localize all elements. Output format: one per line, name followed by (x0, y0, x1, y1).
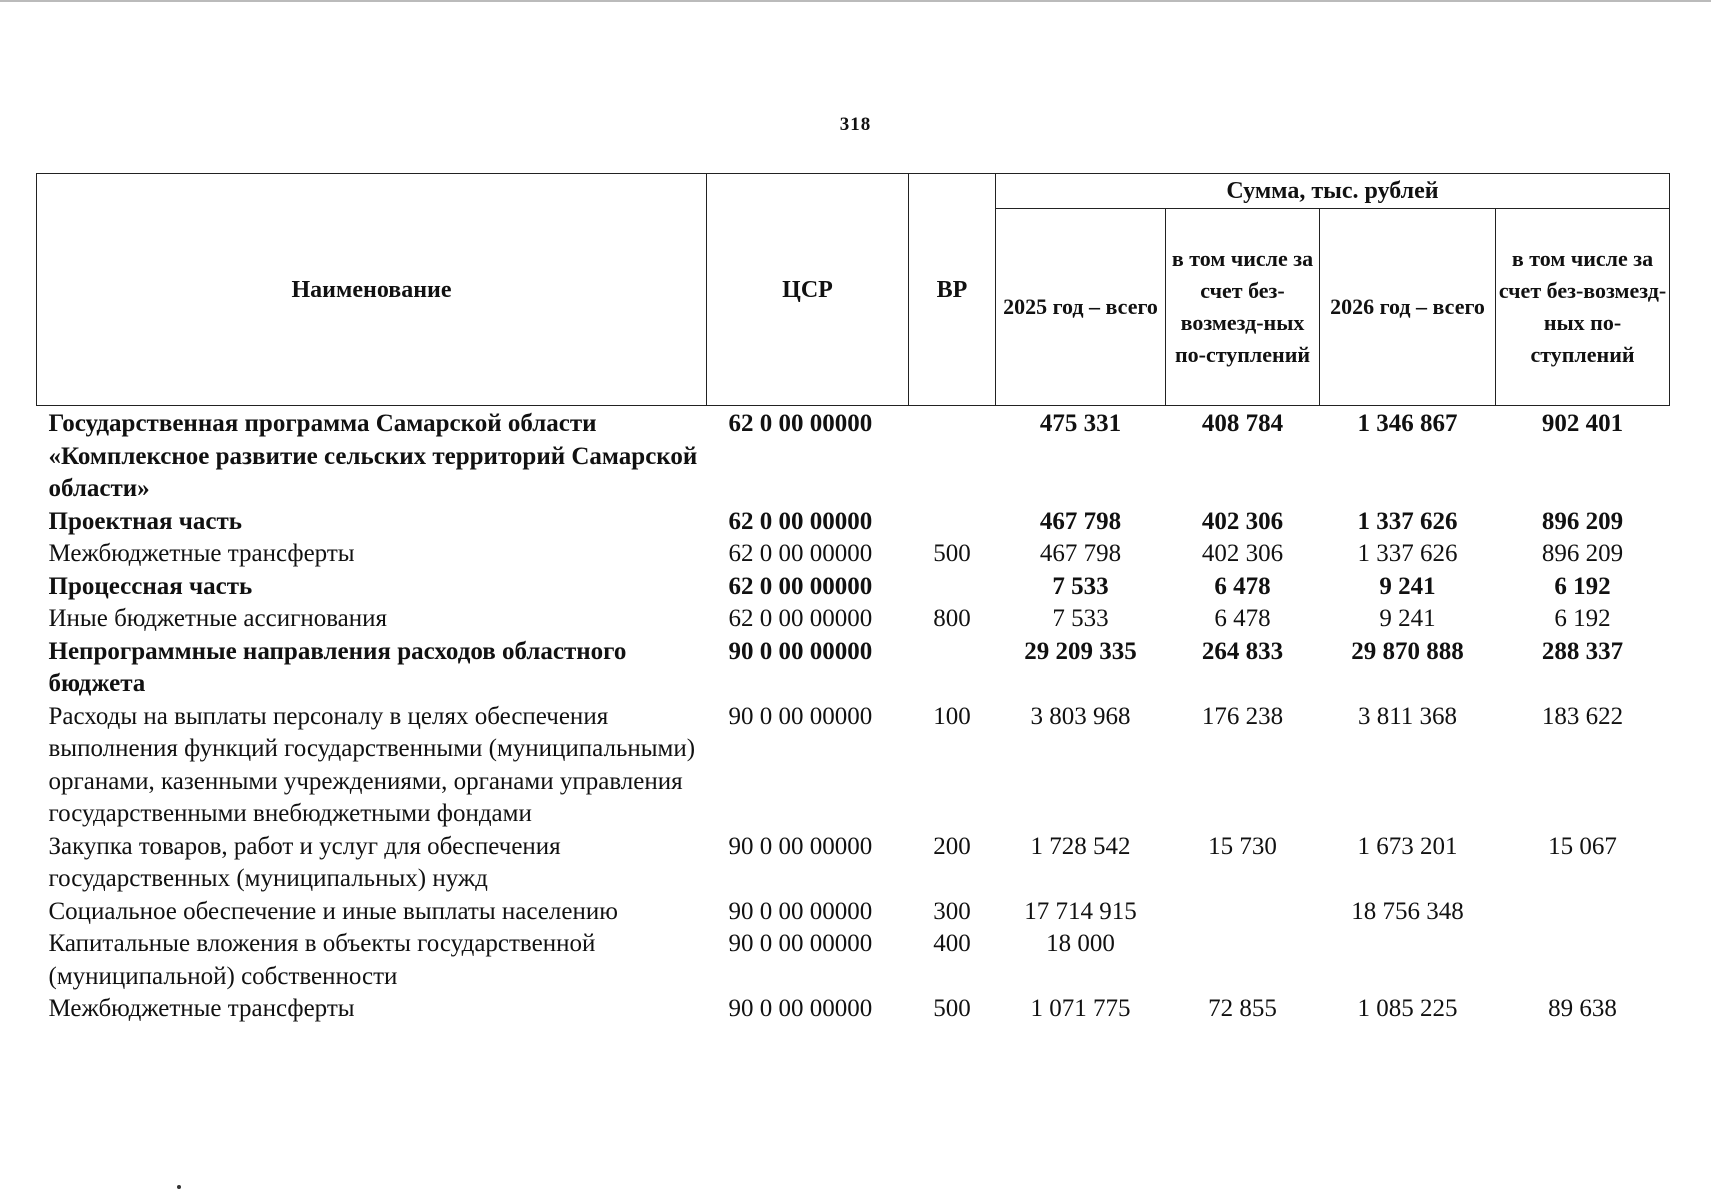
cell-csr: 90 0 00 00000 (728, 832, 873, 860)
cell-2025-total: 475 331 (1039, 410, 1122, 437)
column-header-2025-grants: в том числе за счет без-возмезд-ных по-ступлений (1166, 209, 1320, 406)
table-row (37, 406, 1670, 506)
cell-csr: 90 0 00 00000 (728, 702, 873, 730)
table-row (37, 701, 1670, 831)
cell-name: Государственная программа Самарской области «Комплексное развитие сельских территорий Самарской области» (48, 410, 698, 502)
table-body (37, 406, 1670, 1026)
cell-2025-total: 1 728 542 (1030, 832, 1131, 860)
scan-top-edge (0, 0, 1711, 2)
cell-2025-total: 467 798 (1039, 507, 1122, 535)
cell-2025-grants: 402 306 (1201, 540, 1284, 567)
cell-2026-total: 29 870 888 (1351, 637, 1464, 665)
cell-csr: 62 0 00 00000 (728, 572, 873, 600)
cell-2026-grants: 89 638 (1548, 995, 1617, 1022)
cell-vr: 800 (933, 605, 971, 632)
cell-vr: 500 (933, 995, 971, 1022)
cell-name: Закупка товаров, работ и услуг для обеспечения государственных (муниципальных) нужд (48, 832, 561, 892)
cell-2026-grants (1496, 896, 1670, 929)
cell-2026-total: 1 346 867 (1357, 410, 1458, 437)
cell-2025-grants: 15 730 (1208, 832, 1277, 860)
cell-2025-grants: 72 855 (1208, 995, 1277, 1022)
cell-csr: 62 0 00 00000 (728, 605, 873, 632)
cell-2026-total: 1 085 225 (1357, 995, 1458, 1022)
cell-vr: 400 (933, 930, 971, 957)
cell-2025-grants (1166, 928, 1320, 993)
table-row (37, 506, 1670, 539)
cell-name: Иные бюджетные ассигнования (48, 605, 388, 632)
cell-2026-total: 1 337 626 (1357, 507, 1458, 535)
cell-2025-total: 3 803 968 (1030, 702, 1131, 730)
cell-csr: 62 0 00 00000 (728, 507, 873, 535)
table-row (37, 928, 1670, 993)
cell-2025-grants: 176 238 (1201, 702, 1284, 730)
cell-name: Капитальные вложения в объекты государственной (муниципальной) собственности (48, 930, 596, 990)
cell-csr: 62 0 00 00000 (728, 410, 873, 437)
cell-2025-grants: 408 784 (1201, 410, 1284, 437)
cell-vr: 200 (933, 832, 971, 860)
cell-2026-total: 9 241 (1379, 605, 1436, 632)
cell-csr: 90 0 00 00000 (728, 930, 873, 957)
cell-csr: 90 0 00 00000 (728, 637, 873, 665)
cell-2025-total: 7 533 (1052, 605, 1109, 632)
cell-2025-grants: 6 478 (1214, 605, 1271, 632)
cell-2026-total: 18 756 348 (1351, 897, 1464, 925)
table-row (37, 636, 1670, 701)
cell-name: Расходы на выплаты персоналу в целях обеспечения выполнения функций государственными (муниципальными) органами, казенными учреждениями, органами управления государственными внебюджетными фондами (48, 702, 696, 827)
table-row (37, 538, 1670, 571)
cell-name: Социальное обеспечение и иные выплаты населению (48, 897, 618, 925)
cell-2026-grants: 15 067 (1548, 832, 1617, 860)
column-header-sum: Сумма, тыс. рублей (996, 174, 1670, 209)
cell-csr: 62 0 00 00000 (728, 540, 873, 567)
cell-name: Непрограммные направления расходов областного бюджета (48, 637, 627, 697)
cell-2026-total (1320, 928, 1496, 993)
cell-2025-grants: 6 478 (1214, 572, 1271, 600)
cell-2026-grants: 6 192 (1554, 572, 1611, 600)
cell-2025-grants: 264 833 (1201, 637, 1284, 665)
page-number: 318 (839, 114, 872, 135)
cell-name: Процессная часть (48, 572, 253, 600)
column-header-2026-grants: в том числе за счет без-возмезд-ных по-ступлений (1496, 209, 1670, 406)
column-header-2026-total: 2026 год – всего (1320, 209, 1496, 406)
cell-2025-grants (1166, 896, 1320, 929)
column-header-name: Наименование (37, 174, 707, 406)
cell-2026-grants: 183 622 (1541, 702, 1624, 730)
cell-vr: 300 (933, 897, 971, 925)
cell-2025-total: 18 000 (1046, 930, 1115, 957)
cell-2026-total: 1 337 626 (1357, 540, 1458, 567)
cell-name: Межбюджетные трансферты (48, 995, 355, 1022)
cell-2025-total: 467 798 (1039, 540, 1122, 567)
cell-2026-grants (1496, 928, 1670, 993)
table-row (37, 831, 1670, 896)
column-header-csr: ЦСР (707, 174, 909, 406)
cell-vr (909, 636, 996, 701)
cell-name: Межбюджетные трансферты (48, 540, 355, 567)
cell-2025-total: 29 209 335 (1024, 637, 1137, 665)
cell-2026-grants: 288 337 (1541, 637, 1624, 665)
cell-2026-grants: 896 209 (1541, 507, 1624, 535)
cell-vr (909, 506, 996, 539)
cell-vr: 500 (933, 540, 971, 567)
cell-2025-total: 1 071 775 (1030, 995, 1131, 1022)
table-row (37, 571, 1670, 604)
table-row (37, 603, 1670, 636)
header-row-top (37, 174, 1670, 209)
cell-name: Проектная часть (48, 507, 243, 535)
table-row (37, 896, 1670, 929)
table-header (37, 174, 1670, 406)
cell-2025-grants: 402 306 (1201, 507, 1284, 535)
cell-vr: 100 (933, 702, 971, 730)
cell-csr: 90 0 00 00000 (728, 995, 873, 1022)
scan-speck (177, 1185, 181, 1189)
cell-2026-grants: 902 401 (1541, 410, 1624, 437)
cell-2026-grants: 6 192 (1554, 605, 1611, 632)
column-header-2025-total: 2025 год – всего (996, 209, 1166, 406)
cell-2026-total: 1 673 201 (1357, 832, 1458, 860)
cell-csr: 90 0 00 00000 (728, 897, 873, 925)
cell-2025-total: 17 714 915 (1024, 897, 1137, 925)
cell-2026-total: 9 241 (1379, 572, 1436, 600)
cell-2026-grants: 896 209 (1541, 540, 1624, 567)
cell-2025-total: 7 533 (1052, 572, 1109, 600)
budget-table (36, 173, 1670, 1026)
table-row (37, 993, 1670, 1026)
cell-vr (909, 406, 996, 506)
cell-2026-total: 3 811 368 (1357, 702, 1458, 730)
cell-vr (909, 571, 996, 604)
column-header-vr: ВР (909, 174, 996, 406)
